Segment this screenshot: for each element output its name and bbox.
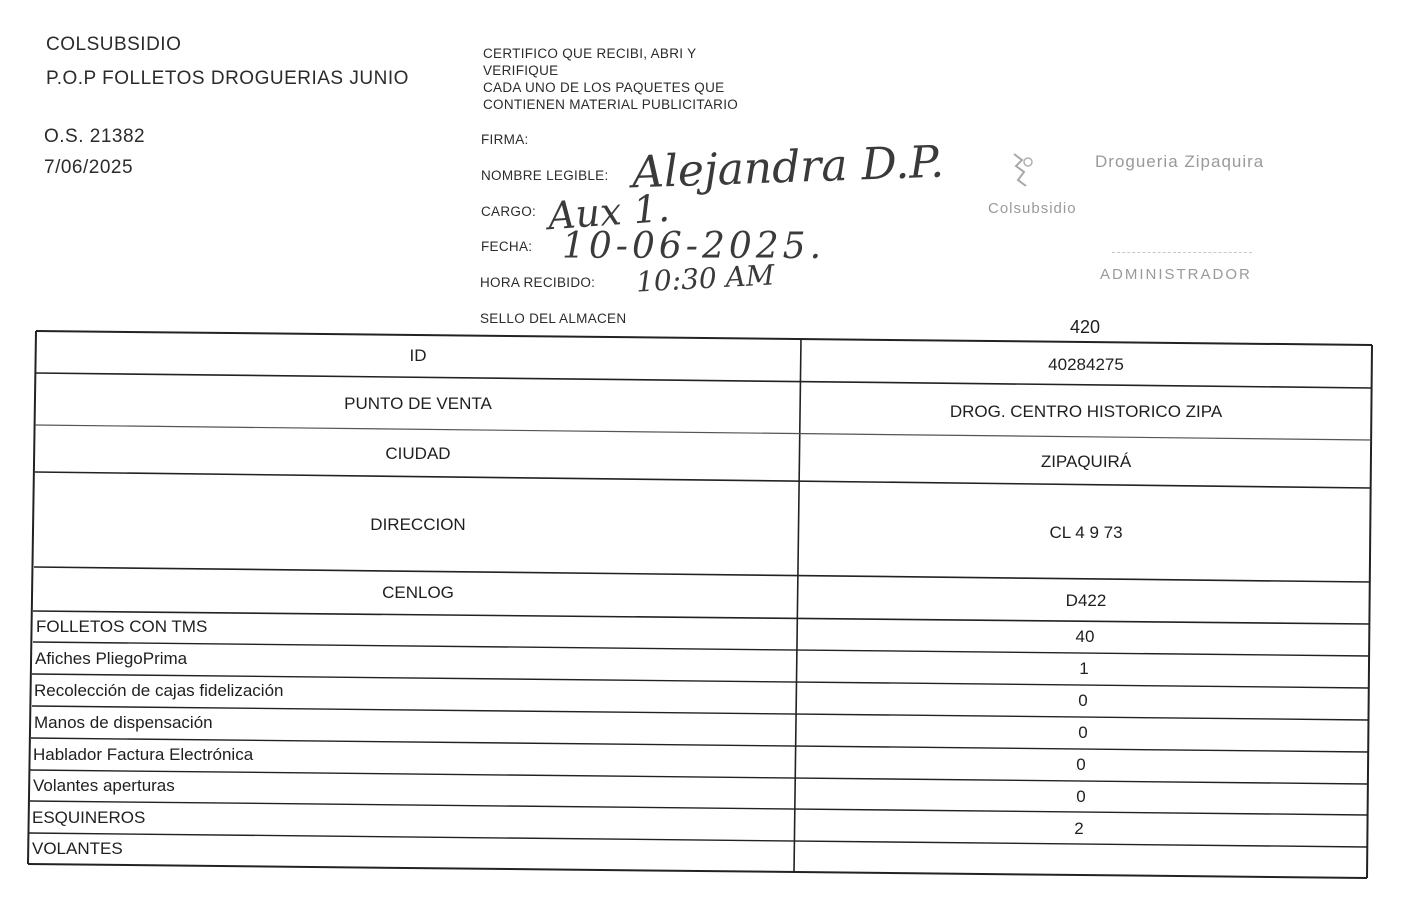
certificate-line: CADA UNO DE LOS PAQUETES QUE [483,80,725,95]
row-label-cenlog: CENLOG [382,583,454,602]
nombre-label: NOMBRE LEGIBLE: [481,168,609,183]
item-value: 0 [1078,723,1088,742]
item-label: ESQUINEROS [32,808,146,827]
item-label: Recolección de cajas fidelización [34,681,284,700]
row-value-punto-venta: DROG. CENTRO HISTORICO ZIPA [949,402,1223,421]
certificate-line: CERTIFICO QUE RECIBI, ABRI Y [483,46,697,61]
item-label: VOLANTES [32,839,123,858]
cargo-label: CARGO: [481,204,537,219]
item-label: Manos de dispensación [34,713,213,732]
item-value: 0 [1076,787,1086,806]
document-date: 7/06/2025 [44,157,134,178]
hora-handwritten: 10:30 AM [635,258,776,299]
row-label-ciudad: CIUDAD [385,444,451,463]
row-value-cenlog: D422 [1065,591,1107,610]
item-label: Hablador Factura Electrónica [33,745,254,764]
row-value-ciudad: ZIPAQUIRÁ [1040,452,1132,471]
row-label-id: ID [409,346,427,365]
fecha-label: FECHA: [481,239,533,254]
cargo-handwritten: Aux 1. [546,185,672,239]
row-label-punto-venta: PUNTO DE VENTA [344,394,492,413]
sello-label: SELLO DEL ALMACEN [480,311,627,326]
item-label: Afiches PliegoPrima [35,649,188,668]
nombre-handwritten: Alejandra D.P. [631,136,945,199]
hora-label: HORA RECIBIDO: [480,275,596,290]
item-value: 1 [1079,659,1089,678]
company-name: COLSUBSIDIO [46,34,182,55]
stamp-store: Drogueria Zipaquira [1095,152,1265,171]
item-value: 40 [1075,627,1095,646]
certificate-line: VERIFIQUE [483,63,559,78]
stamp-brand: Colsubsidio [988,200,1077,217]
certificate-line: CONTIENEN MATERIAL PUBLICITARIO [483,97,739,112]
stamp-role: ADMINISTRADOR [1100,266,1252,283]
item-value: 0 [1076,755,1086,774]
row-label-direccion: DIRECCION [370,515,466,534]
item-value: 2 [1074,819,1084,838]
firma-label: FIRMA: [481,132,529,147]
row-value-direccion: CL 4 9 73 [1049,523,1123,542]
item-label: Volantes aperturas [33,776,175,795]
item-label: FOLLETOS CON TMS [36,617,208,636]
row-value-id: 40284275 [1048,355,1124,374]
fecha-handwritten: 10-06-2025. [562,226,826,267]
campaign-title: P.O.P FOLLETOS DROGUERIAS JUNIO [46,68,409,89]
table-number: 420 [1070,317,1101,337]
order-number: O.S. 21382 [44,126,146,147]
item-value: 0 [1078,691,1088,710]
